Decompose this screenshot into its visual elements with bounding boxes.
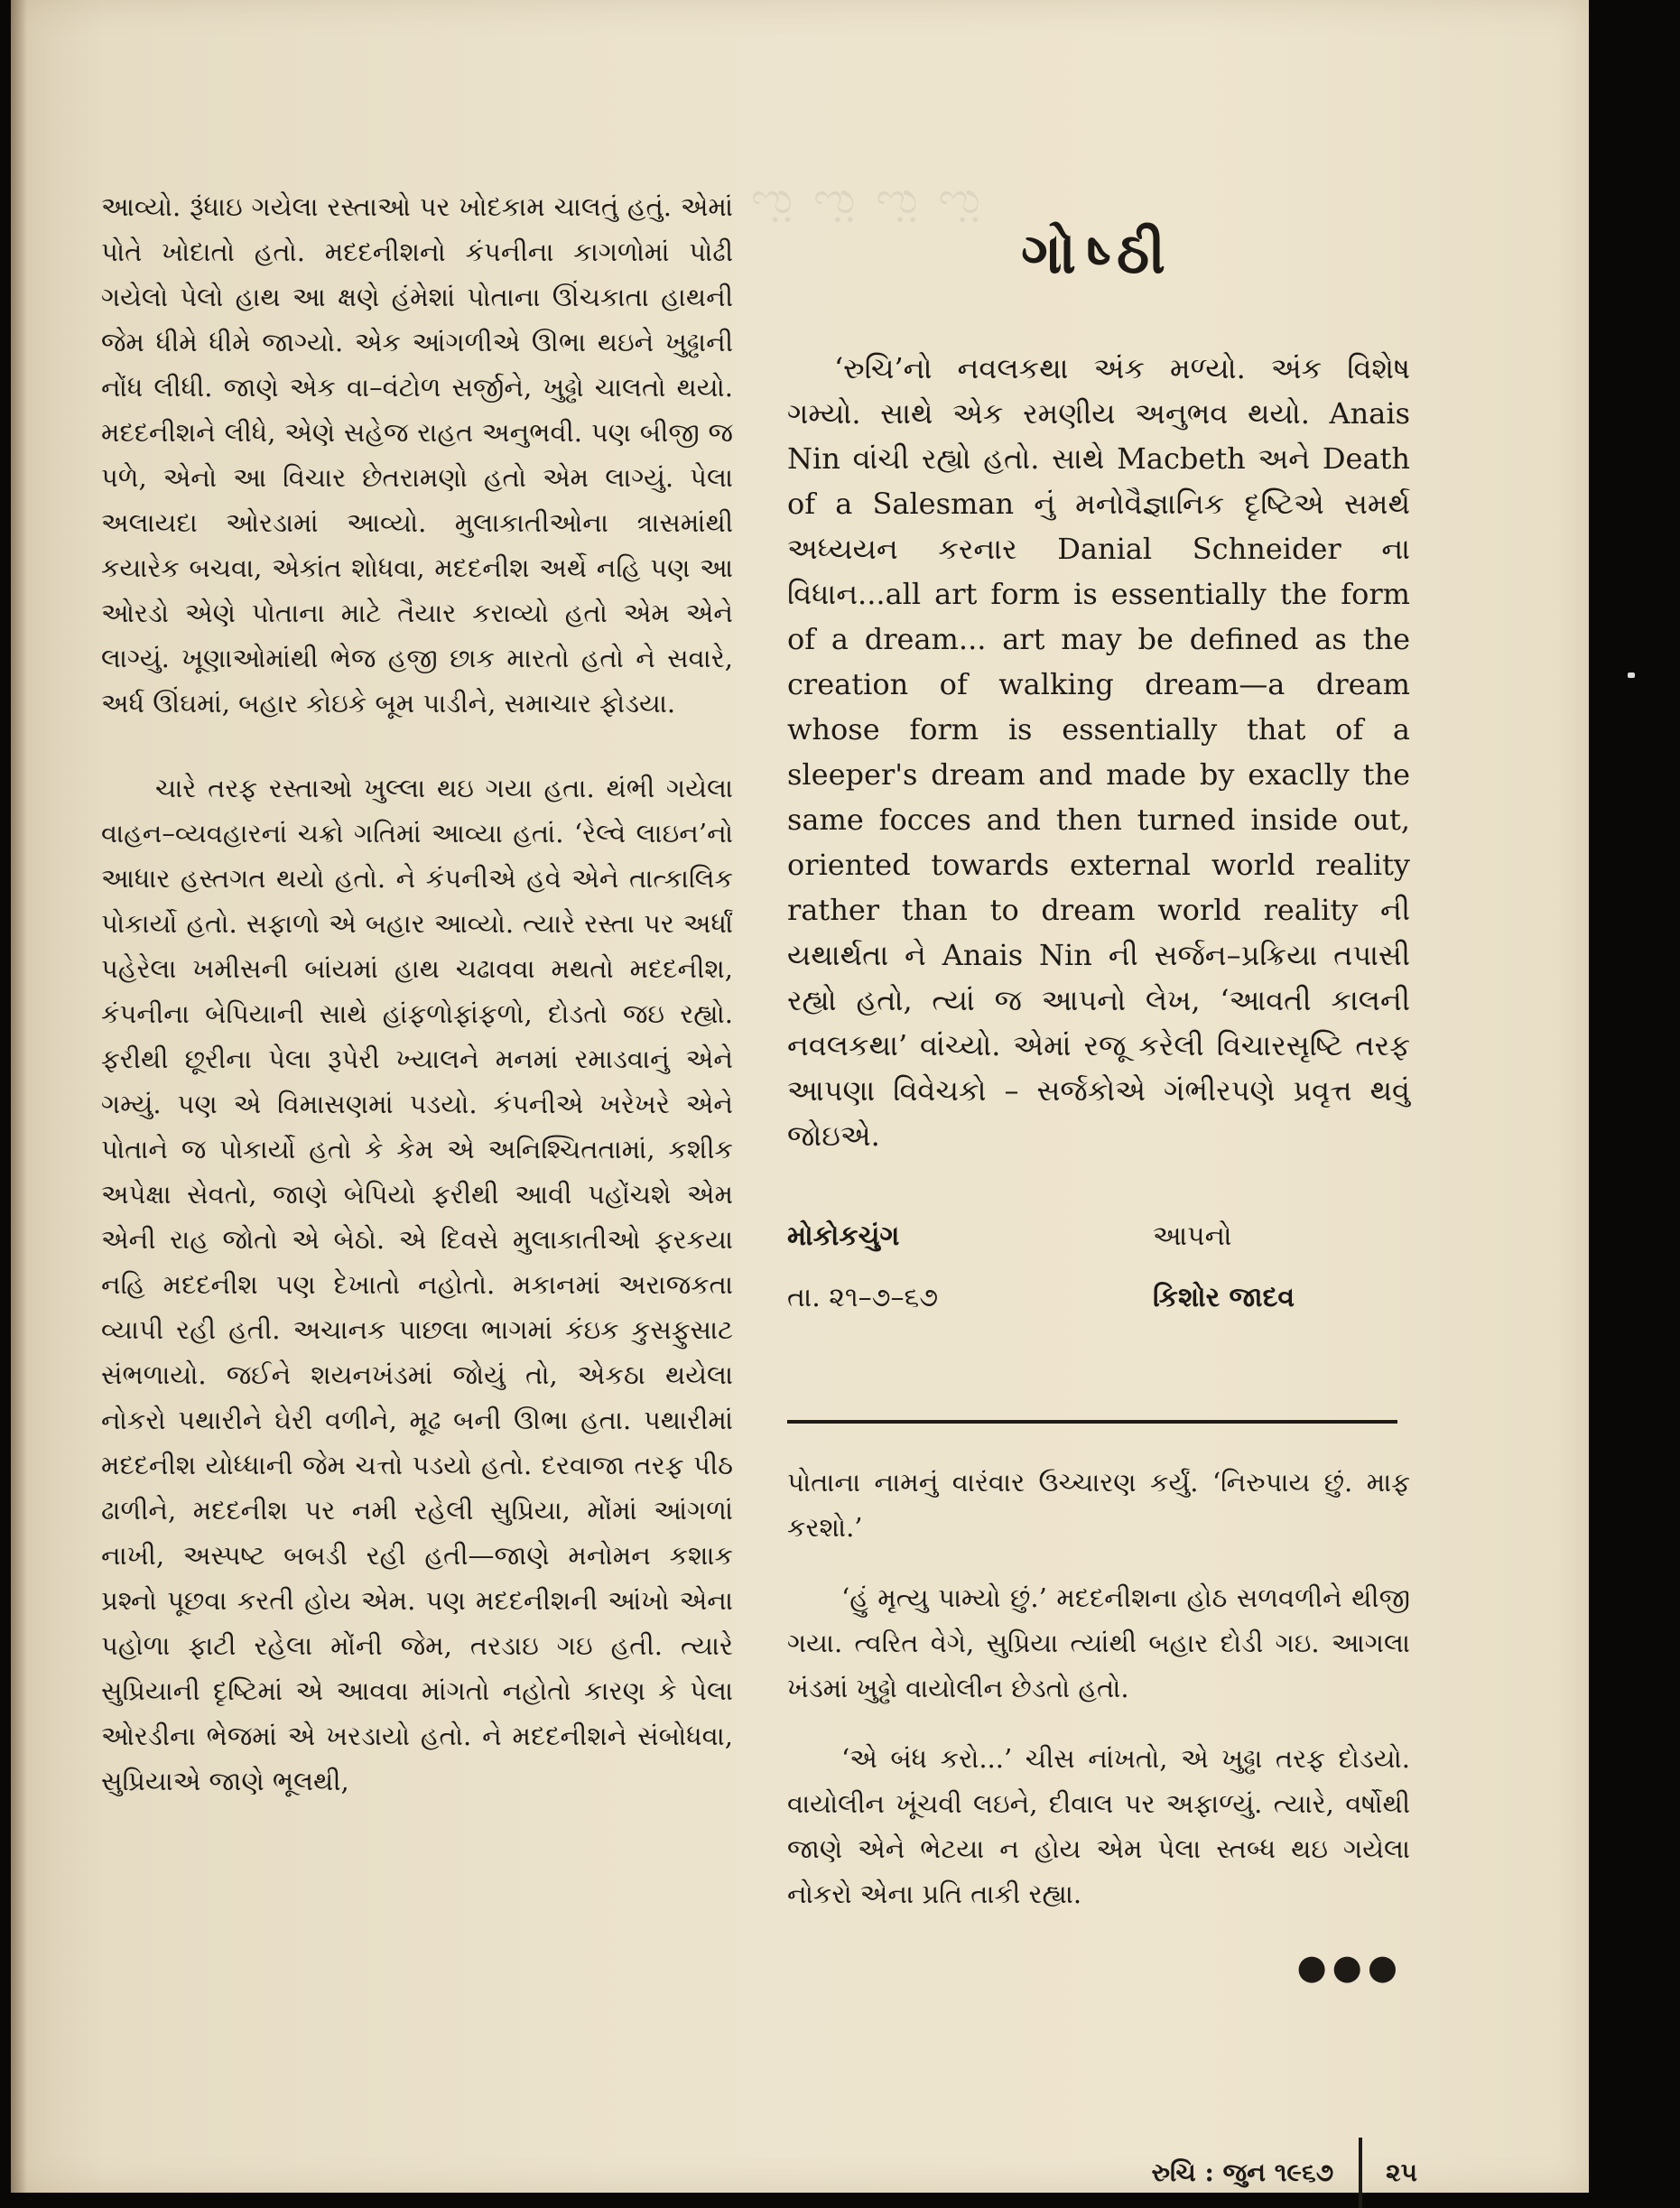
page-footer — [1152, 2138, 1417, 2208]
section-title: ગોષ્ઠી — [1021, 220, 1176, 286]
letter-author: કિશોર જાદવ — [1153, 1282, 1295, 1313]
story-paragraph: પોતાના નામનું વારંવાર ઉચ્ચારણ કર્યું. ‘નિરુપાય છું. માફ કરશો.’ — [787, 1467, 1410, 1543]
letter-place: મોકોકચુંગ — [787, 1220, 900, 1252]
footer-separator — [1359, 2138, 1362, 2208]
letter-date: તા. ૨૧–૭–૬૭ — [787, 1282, 939, 1313]
story-continuation — [787, 1460, 1410, 1916]
reader-letter: ‘રુચિ’નો નવલકથા અંક મળ્યો. અંક વિશેષ ગમ્યો. સાથે એક રમણીય અનુભવ થયો. Anais Nin વાંચી રહ્યો હતો. સાથે Macbeth અને Death of a Salesman નું મનોવૈજ્ઞાનિક દૃષ્ટિએ સમર્થ અધ્યયન કરનાર Danial Schneider ના વિધાન...all art form is essentially the form of a dream... art may be defined as the creation of walking dream—a dream whose form is essentially that of a sleeper's dream and made by exaclly the same focces and then turned inside out, oriented towards external world reality rather than to dream world reality ની યથાર્થતા ને Anais Nin ની સર્જન–પ્રક્રિયા તપાસી રહ્યો હતો, ત્યાં જ આપનો લેખ, ‘આવતી કાલની નવલકથા’ વાંચ્યો. એમાં રજૂ કરેલી વિચારસૃષ્ટિ તરફ આપણા વિવેચકો – સર્જકોએ ગંભીરપણે પ્રવૃત્ત થવું જોઇએ. — [787, 351, 1410, 1153]
letter-sign-off: આપનો — [1153, 1220, 1232, 1252]
spine-shadow — [11, 0, 27, 2193]
magazine-page — [11, 0, 1589, 2193]
bleed-through-text: ಌ಼ ಌ಼ ಌ಼ ಌ಼ — [751, 173, 984, 224]
section-divider — [787, 1420, 1397, 1424]
right-column — [787, 221, 1410, 1985]
story-left-column — [101, 184, 733, 1804]
footer-magazine-issue: રુચિ : જુન ૧૯૬૭ — [1151, 2157, 1334, 2187]
story-paragraph: ‘હું મૃત્યુ પામ્યો છું.’ મદદનીશના હોઠ સળવળીને થીજી ગયા. ત્વરિત વેગે, સુપ્રિયા ત્યાંથી બહાર દોડી ગઇ. આગલા ખંડમાં ખુઢ્ઢો વાયોલીન છેડતો હતો. — [787, 1582, 1410, 1703]
story-paragraph: ‘એ બંધ કરો...’ ચીસ નાંખતો, એ ખુઢ્ઢા તરફ દોડયો. વાયોલીન ખૂંચવી લઇને, દીવાલ પર અફાળ્યું. ત્યારે, વર્ષોથી જાણે એને ભેટયા ન હોય એમ પેલા સ્તબ્ધ થઇ ગયેલા નોકરો એના પ્રતિ તાકી રહ્યા. — [787, 1743, 1410, 1909]
story-paragraph: આવ્યો. રૂંધાઇ ગયેલા રસ્તાઓ પર ખોદકામ ચાલતું હતું. એમાં પોતે ખોદાતો હતો. મદદનીશનો કંપનીના કાગળોમાં પોઢી ગયેલો પેલો હાથ આ ક્ષણે હંમેશાં પોતાના ઊંચકાતા હાથની જેમ ધીમે ધીમે જાગ્યો. એક આંગળીએ ઊભા થઇને ખુઢ્ઢાની નોંધ લીધી. જાણે એક વા–વંટોળ સર્જીને, ખુઢ્ઢો ચાલતો થયો. મદદનીશને લીધે, એણે સહેજ રાહત અનુભવી. પણ બીજી જ પળે, એનો આ વિચાર છેતરામણો હતો એમ લાગ્યું. પેલા અલાયદા ઓરડામાં આવ્યો. મુલાકાતીઓના ત્રાસમાંથી કયારેક બચવા, એકાંત શોધવા, મદદનીશ અર્થે નહિ પણ આ ઓરડો એણે પોતાના માટે તૈયાર કરાવ્યો હતો એમ એને લાગ્યું. ખૂણાઓમાંથી ભેજ હજી છાક મારતો હતો ને સવારે, અર્ધ ઊંઘમાં, બહાર કોઇકે બૂમ પાડીને, સમાચાર ફોડયા. — [101, 191, 733, 719]
story-end-mark: ●●● — [1296, 1946, 1403, 1987]
scan-dust-mark — [1628, 673, 1635, 678]
letter-signature — [787, 1218, 1410, 1317]
page-number: ૨૫ — [1386, 2157, 1417, 2187]
story-paragraph: ચારે તરફ રસ્તાઓ ખુલ્લા થઇ ગયા હતા. થંભી ગયેલા વાહન–વ્યવહારનાં ચક્રો ગતિમાં આવ્યા હતાં. ‘રેલ્વે લાઇન’નો આધાર હસ્તગત થયો હતો. ને કંપનીએ હવે એને તાત્કાલિક પોકાર્યો હતો. સફાળો એ બહાર આવ્યો. ત્યારે રસ્તા પર અર્ધાં પહેરેલા ખમીસની બાંયમાં હાથ ચઢાવવા મથતો મદદનીશ, કંપનીના બેપિયાની સાથે હાંફળોફાંફળો, દોડતો જઇ રહ્યો. ફરીથી છૂરીના પેલા રૂપેરી ખ્યાલને મનમાં રમાડવાનું એને ગમ્યું. પણ એ વિમાસણમાં પડયો. કંપનીએ ખરેખરે એને પોતાને જ પોકાર્યો હતો કે કેમ એ અનિશ્ચિતતામાં, કશીક અપેક્ષા સેવતો, જાણે બેપિયો ફરીથી આવી પહોંચશે એમ એની રાહ જોતો એ બેઠો. એ દિવસે મુલાકાતીઓ ફરકયા નહિ મદદનીશ પણ દેખાતો નહોતો. મકાનમાં અરાજકતા વ્યાપી રહી હતી. અચાનક પાછલા ભાગમાં કંઇક કુસફુસાટ સંભળાયો. જઈને શયનખંડમાં જોયું તો, એકઠા થયેલા નોકરો પથારીને ઘેરી વળીને, મૂઢ બની ઊભા હતા. પથારીમાં મદદનીશ યોધ્ધાની જેમ ચત્તો પડયો હતો. દરવાજા તરફ પીઠ ઢાળીને, મદદનીશ પર નમી રહેલી સુપ્રિયા, મોંમાં આંગળાં નાખી, અસ્પષ્ટ બબડી રહી હતી—જાણે મનોમન કશાક પ્રશ્નો પૂછવા કરતી હોય એમ. પણ મદદનીશની આંખો એના પહોળા ફાટી રહેલા મોંની જેમ, તરડાઇ ગઇ હતી. ત્યારે સુપ્રિયાની દૃષ્ટિમાં એ આવવા માંગતો નહોતો કારણ કે પેલા ઓરડીના ભેજમાં એ ખરડાયો હતો. ને મદદનીશને સંબોધવા, સુપ્રિયાએ જાણે ભૂલથી, — [101, 773, 733, 1796]
